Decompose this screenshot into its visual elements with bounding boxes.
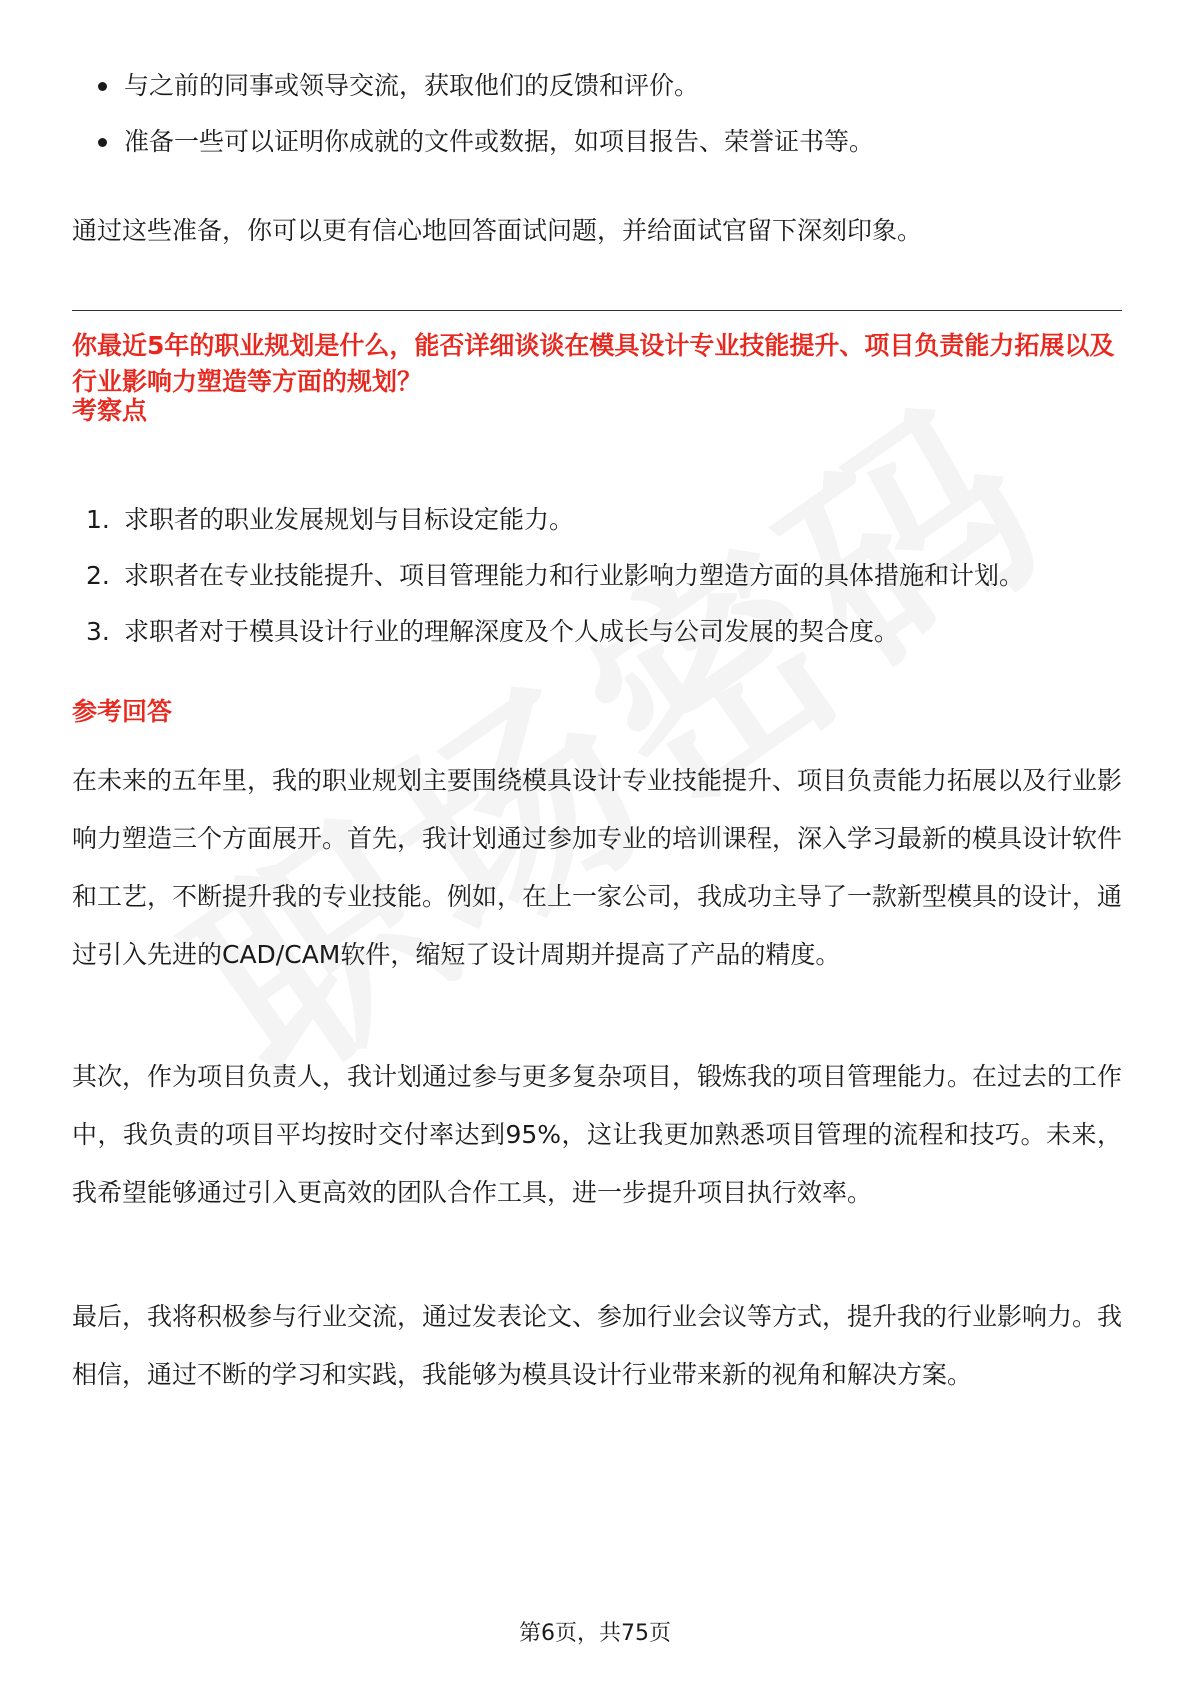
list-item-text: 求职者在专业技能提升、项目管理能力和行业影响力塑造方面的具体措施和计划。 (124, 561, 1025, 590)
list-number: 3. (86, 617, 110, 646)
list-number: 2. (86, 561, 110, 590)
section-divider (72, 310, 1122, 311)
list-item (72, 548, 1122, 604)
question-heading: 你最近5年的职业规划是什么，能否详细谈谈在模具设计专业技能提升、项目负责能力拓展以及行业影响力塑造等方面的规划？ (72, 331, 1115, 396)
list-item: 与之前的同事或领导交流，获取他们的反馈和评价。 (72, 58, 1122, 114)
list-item-text: 求职者的职业发展规划与目标设定能力。 (124, 505, 575, 534)
answer-paragraph: 其次，作为项目负责人，我计划通过参与更多复杂项目，锻炼我的项目管理能力。在过去的工作中，我负责的项目平均按时交付率达到95%，这让我更加熟悉项目管理的流程和技巧。未来，我希望能够通过引入更高效的团队合作工具，进一步提升项目执行效率。 (72, 1062, 1123, 1207)
list-item: 准备一些可以证明你成就的文件或数据，如项目报告、荣誉证书等。 (72, 114, 1122, 170)
list-item-text: 求职者对于模具设计行业的理解深度及个人成长与公司发展的契合度。 (124, 617, 900, 646)
list-item (72, 492, 1122, 548)
answer-paragraph: 在未来的五年里，我的职业规划主要围绕模具设计专业技能提升、项目负责能力拓展以及行业影响力塑造三个方面展开。首先，我计划通过参加专业的培训课程，深入学习最新的模具设计软件和工艺，不断提升我的专业技能。例如，在上一家公司，我成功主导了一款新型模具的设计，通过引入先进的CAD/CAM软件，缩短了设计周期并提高了产品的精度。 (72, 766, 1123, 969)
list-number: 1. (86, 505, 110, 534)
list-item (72, 604, 1122, 660)
answer-paragraph: 最后，我将积极参与行业交流，通过发表论文、参加行业会议等方式，提升我的行业影响力。我相信，通过不断的学习和实践，我能够为模具设计行业带来新的视角和解决方案。 (72, 1302, 1123, 1389)
answer-label: 参考回答 (72, 697, 173, 726)
summary-paragraph: 通过这些准备，你可以更有信心地回答面试问题，并给面试官留下深刻印象。 (72, 216, 923, 245)
page-number: 第6页，共75页 (519, 1621, 671, 1646)
points-list (72, 492, 1122, 660)
preparation-bullet-list (72, 58, 1122, 170)
points-label: 考察点 (72, 396, 148, 425)
